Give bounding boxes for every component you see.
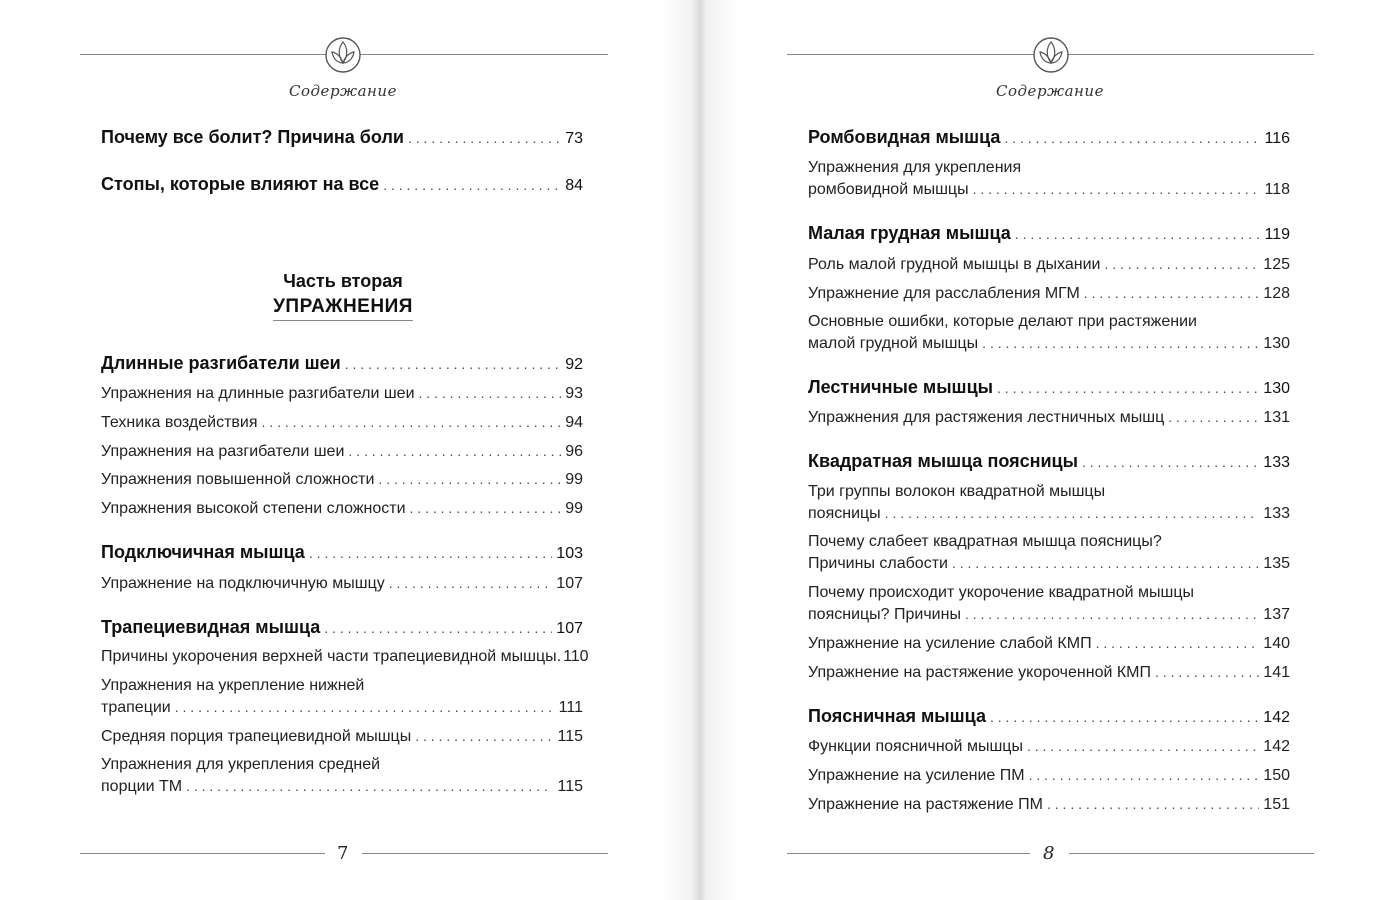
toc-entry-page: 115 (557, 728, 583, 745)
toc-section-page: 130 (1263, 380, 1290, 397)
toc-entry[interactable] (101, 646, 589, 668)
dot-leader (1082, 451, 1259, 473)
dot-leader (1004, 127, 1260, 149)
dot-leader (1029, 764, 1260, 786)
footer-rule-left (787, 853, 1030, 854)
toc-section-page: 107 (556, 620, 583, 637)
toc-entry-title: порции ТМ (101, 778, 183, 795)
toc-section[interactable] (808, 450, 1290, 474)
part-title: УПРАЖНЕНИЯ (273, 296, 413, 321)
dot-leader (885, 502, 1260, 524)
toc-entry-title: Упражнение на подключичную мышцу (101, 575, 385, 592)
dot-leader (1104, 253, 1259, 275)
toc-section-title: Поясничная мышца (808, 706, 986, 726)
toc-entry-page: 84 (565, 177, 583, 194)
toc-entry-title: Средняя порция трапециевидной мышцы (101, 728, 412, 745)
toc-entry-page: 93 (565, 385, 583, 402)
toc-entry-page: 140 (1263, 635, 1290, 652)
footer-rule-left (80, 853, 325, 854)
toc-entry[interactable] (808, 764, 1290, 787)
toc-entry[interactable] (101, 411, 583, 434)
lotus-logo-icon (1032, 36, 1070, 74)
toc-entry-page: 151 (1263, 796, 1290, 813)
toc-entry[interactable] (101, 440, 583, 463)
toc-entry[interactable] (808, 253, 1290, 276)
toc-entry-title: Роль малой грудной мышцы в дыхании (808, 256, 1101, 273)
toc-entry[interactable] (808, 552, 1290, 575)
toc-entry-first-line: Три группы волокон квадратной мышцы (808, 483, 1106, 500)
toc-entry-page: 94 (565, 414, 583, 431)
running-title: Содержание (996, 82, 1104, 100)
running-title: Содержание (289, 82, 397, 100)
toc-entry-page: 99 (565, 500, 583, 517)
toc-entry[interactable] (808, 406, 1290, 429)
toc-entry[interactable] (808, 502, 1290, 525)
dot-leader (383, 174, 561, 196)
toc-entry-title: Упражнение на усиление слабой КМП (808, 635, 1092, 652)
toc-entry[interactable] (808, 661, 1290, 684)
toc-entry-page: 131 (1263, 409, 1290, 426)
page-number: 8 (1043, 843, 1055, 864)
toc-entry-title: Упражнения повышенной сложности (101, 471, 375, 488)
dot-leader (1015, 223, 1261, 245)
toc-entry-title: Почему все болит? Причина боли (101, 127, 404, 147)
toc-entry-first-line: Упражнения для укрепления средней (101, 756, 381, 773)
dot-leader (419, 382, 562, 404)
toc-section-page: 133 (1263, 454, 1290, 471)
toc-entry[interactable] (808, 332, 1290, 355)
dot-leader (965, 603, 1259, 625)
toc-section-page: 116 (1264, 130, 1290, 147)
toc-entry-title: поясницы (808, 505, 881, 522)
part-subtitle: Часть вторая (283, 271, 403, 291)
toc-entry[interactable] (101, 696, 583, 719)
toc-entry-page: 118 (1264, 181, 1290, 198)
toc-entry-first-line: Основные ошибки, которые делают при растяжении (808, 313, 1197, 330)
toc-entry-title: Упражнение на растяжение ПМ (808, 796, 1043, 813)
toc-entry[interactable] (101, 126, 583, 150)
right-page (697, 0, 1396, 900)
toc-section-title: Малая грудная мышца (808, 223, 1011, 243)
toc-entry-title: малой грудной мышцы (808, 335, 979, 352)
dot-leader (378, 468, 561, 490)
dot-leader (952, 552, 1259, 574)
toc-entry[interactable] (808, 178, 1290, 201)
toc-entry-title: трапеции (101, 699, 171, 716)
toc-section-page: 92 (565, 356, 583, 373)
toc-section-title: Подключичная мышца (101, 542, 305, 562)
toc-entry-title: Упражнения на длинные разгибатели шеи (101, 385, 415, 402)
toc-section[interactable] (808, 705, 1290, 729)
dot-leader (1096, 632, 1260, 654)
dot-leader (345, 353, 561, 375)
toc-section-title: Длинные разгибатели шеи (101, 353, 341, 373)
toc-entry-page: 137 (1263, 606, 1290, 623)
toc-entry-page: 130 (1263, 335, 1290, 352)
dot-leader (186, 775, 553, 797)
toc-entry-title: Упражнение для расслабления МГМ (808, 285, 1080, 302)
dot-leader (389, 572, 553, 594)
toc-section[interactable] (808, 126, 1290, 150)
toc-entry-title: Упражнения на разгибатели шеи (101, 443, 345, 460)
dot-leader (1155, 661, 1259, 683)
toc-section-title: Ромбовидная мышца (808, 127, 1001, 147)
dot-leader (997, 377, 1259, 399)
toc-entry-title: Причины укорочения верхней части трапециевидной мышцы. (101, 648, 562, 665)
dot-leader (408, 127, 561, 149)
toc-entry-title: Стопы, которые влияют на все (101, 174, 380, 194)
footer-rule-right (362, 853, 608, 854)
toc-entry-page: 99 (565, 471, 583, 488)
toc-entry-title: Упражнения высокой степени сложности (101, 500, 406, 517)
toc-section-title: Лестничные мышцы (808, 377, 994, 397)
toc-entry-title: Упражнения для растяжения лестничных мышц (808, 409, 1165, 426)
toc-entry-page: 135 (1263, 555, 1290, 572)
toc-section-page: 119 (1264, 226, 1290, 243)
dot-leader (415, 725, 553, 747)
dot-leader (309, 542, 552, 564)
toc-section-title: Квадратная мышца поясницы (808, 451, 1078, 471)
toc-entry-page: 111 (558, 699, 583, 716)
dot-leader (410, 497, 562, 519)
dot-leader (175, 696, 555, 718)
toc-section[interactable] (101, 352, 583, 376)
toc-section[interactable] (808, 376, 1290, 400)
toc-entry-title: Причины слабости (808, 555, 948, 572)
toc-section[interactable] (808, 222, 1290, 246)
toc-entry[interactable] (101, 572, 583, 595)
part-heading (193, 271, 493, 321)
toc-entry[interactable] (101, 497, 583, 520)
toc-entry-page: 125 (1263, 256, 1290, 273)
toc-entry[interactable] (808, 603, 1290, 626)
toc-entry-first-line: Упражнения для укрепления (808, 159, 1022, 176)
dot-leader (1168, 406, 1259, 428)
toc-entry[interactable] (808, 793, 1290, 816)
toc-entry-first-line: Почему слабеет квадратная мышца поясницы? (808, 533, 1162, 550)
footer-rule-right (1069, 853, 1314, 854)
dot-leader (973, 178, 1261, 200)
dot-leader (348, 440, 561, 462)
toc-entry-page: 115 (557, 778, 583, 795)
dot-leader (1027, 735, 1259, 757)
toc-entry-first-line: Упражнения на укрепление нижней (101, 677, 365, 694)
toc-entry-page: 133 (1263, 505, 1290, 522)
toc-entry-page: 142 (1263, 738, 1290, 755)
dot-leader (982, 332, 1259, 354)
dot-leader (324, 617, 552, 639)
dot-leader (1047, 793, 1259, 815)
toc-entry-title: Функции поясничной мышцы (808, 738, 1023, 755)
toc-entry[interactable] (101, 725, 583, 748)
toc-section-page: 103 (556, 545, 583, 562)
toc-entry-first-line: Почему происходит укорочение квадратной мышцы (808, 584, 1195, 601)
toc-entry[interactable] (808, 735, 1290, 758)
toc-section-title: Трапециевидная мышца (101, 617, 321, 637)
toc-entry[interactable] (808, 282, 1290, 305)
toc-entry[interactable] (101, 775, 583, 798)
toc-entry-page: 128 (1263, 285, 1290, 302)
toc-entry[interactable] (101, 173, 583, 197)
toc-entry-title: Упражнение на растяжение укороченной КМП (808, 664, 1152, 681)
toc-entry-page: 96 (565, 443, 583, 460)
toc-entry[interactable] (101, 382, 583, 405)
dot-leader (1084, 282, 1260, 304)
toc-entry[interactable] (101, 468, 583, 491)
toc-entry-page: 107 (556, 575, 583, 592)
toc-entry-title: поясницы? Причины (808, 606, 961, 623)
dot-leader (262, 411, 562, 433)
toc-entry-title: Техника воздействия (101, 414, 258, 431)
toc-section-page: 142 (1263, 709, 1290, 726)
toc-entry-page: 73 (565, 130, 583, 147)
toc-entry[interactable] (808, 632, 1290, 655)
toc-entry-title: Упражнение на усиление ПМ (808, 767, 1025, 784)
toc-section[interactable] (101, 541, 583, 565)
left-page (0, 0, 697, 900)
toc-entry-page: 150 (1263, 767, 1290, 784)
page-number: 7 (337, 843, 349, 864)
toc-entry-title: ромбовидной мышцы (808, 181, 969, 198)
toc-entry-page: 141 (1263, 664, 1290, 681)
toc-entry-page: 110 (563, 648, 589, 665)
toc-section[interactable] (101, 616, 583, 640)
lotus-logo-icon (324, 36, 362, 74)
dot-leader (990, 706, 1259, 728)
